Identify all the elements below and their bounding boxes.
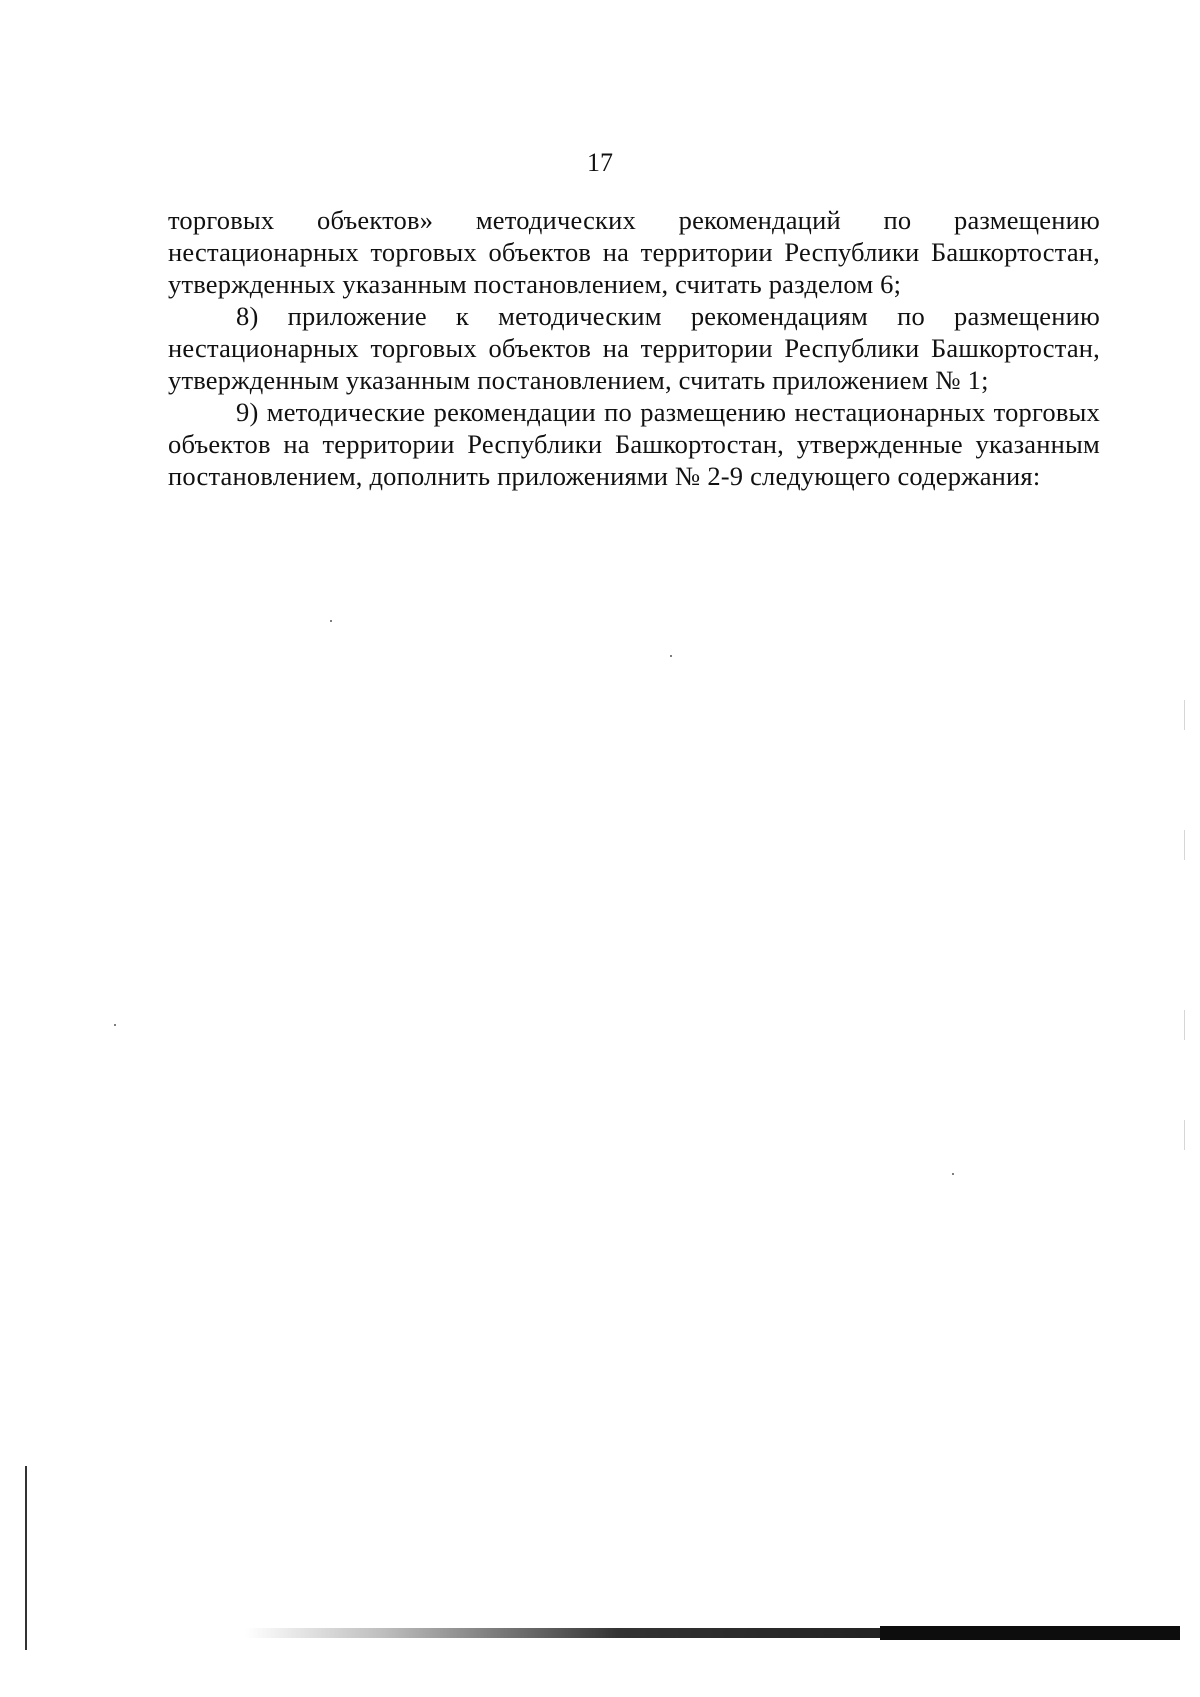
paragraph-item-9: 9) методические рекомендации по размещению нестационарных торговых объектов на территории Республики Башкортостан, утвержденные указанным постановлением, дополнить приложениями № 2-9 следующего содержания:: [168, 397, 1100, 491]
scan-speck: [952, 1173, 954, 1175]
document-body: [168, 204, 1100, 492]
paragraph-item-8: 8) приложение к методическим рекомендациям по размещению нестационарных торговых объектов на территории Республики Башкортостан, утвержденным указанным постановлением, считать приложением № 1;: [168, 301, 1100, 395]
scan-edge-mark: [1184, 830, 1185, 860]
paragraph-continuation: торговых объектов» методических рекомендаций по размещению нестационарных торговых объектов на территории Республики Башкортостан, утвержденных указанным постановлением, считать разделом 6;: [168, 205, 1100, 299]
page-number: 17: [587, 148, 613, 177]
scan-speck: [330, 620, 332, 622]
scan-edge-mark: [1184, 1010, 1185, 1040]
scan-edge-mark: [1184, 700, 1185, 730]
scan-speck: [114, 1024, 116, 1026]
scan-speck: [670, 655, 672, 657]
scan-edge-line: [25, 1466, 27, 1650]
scan-edge-mark: [1184, 1120, 1185, 1150]
scan-bottom-shadow: [245, 1628, 1180, 1638]
